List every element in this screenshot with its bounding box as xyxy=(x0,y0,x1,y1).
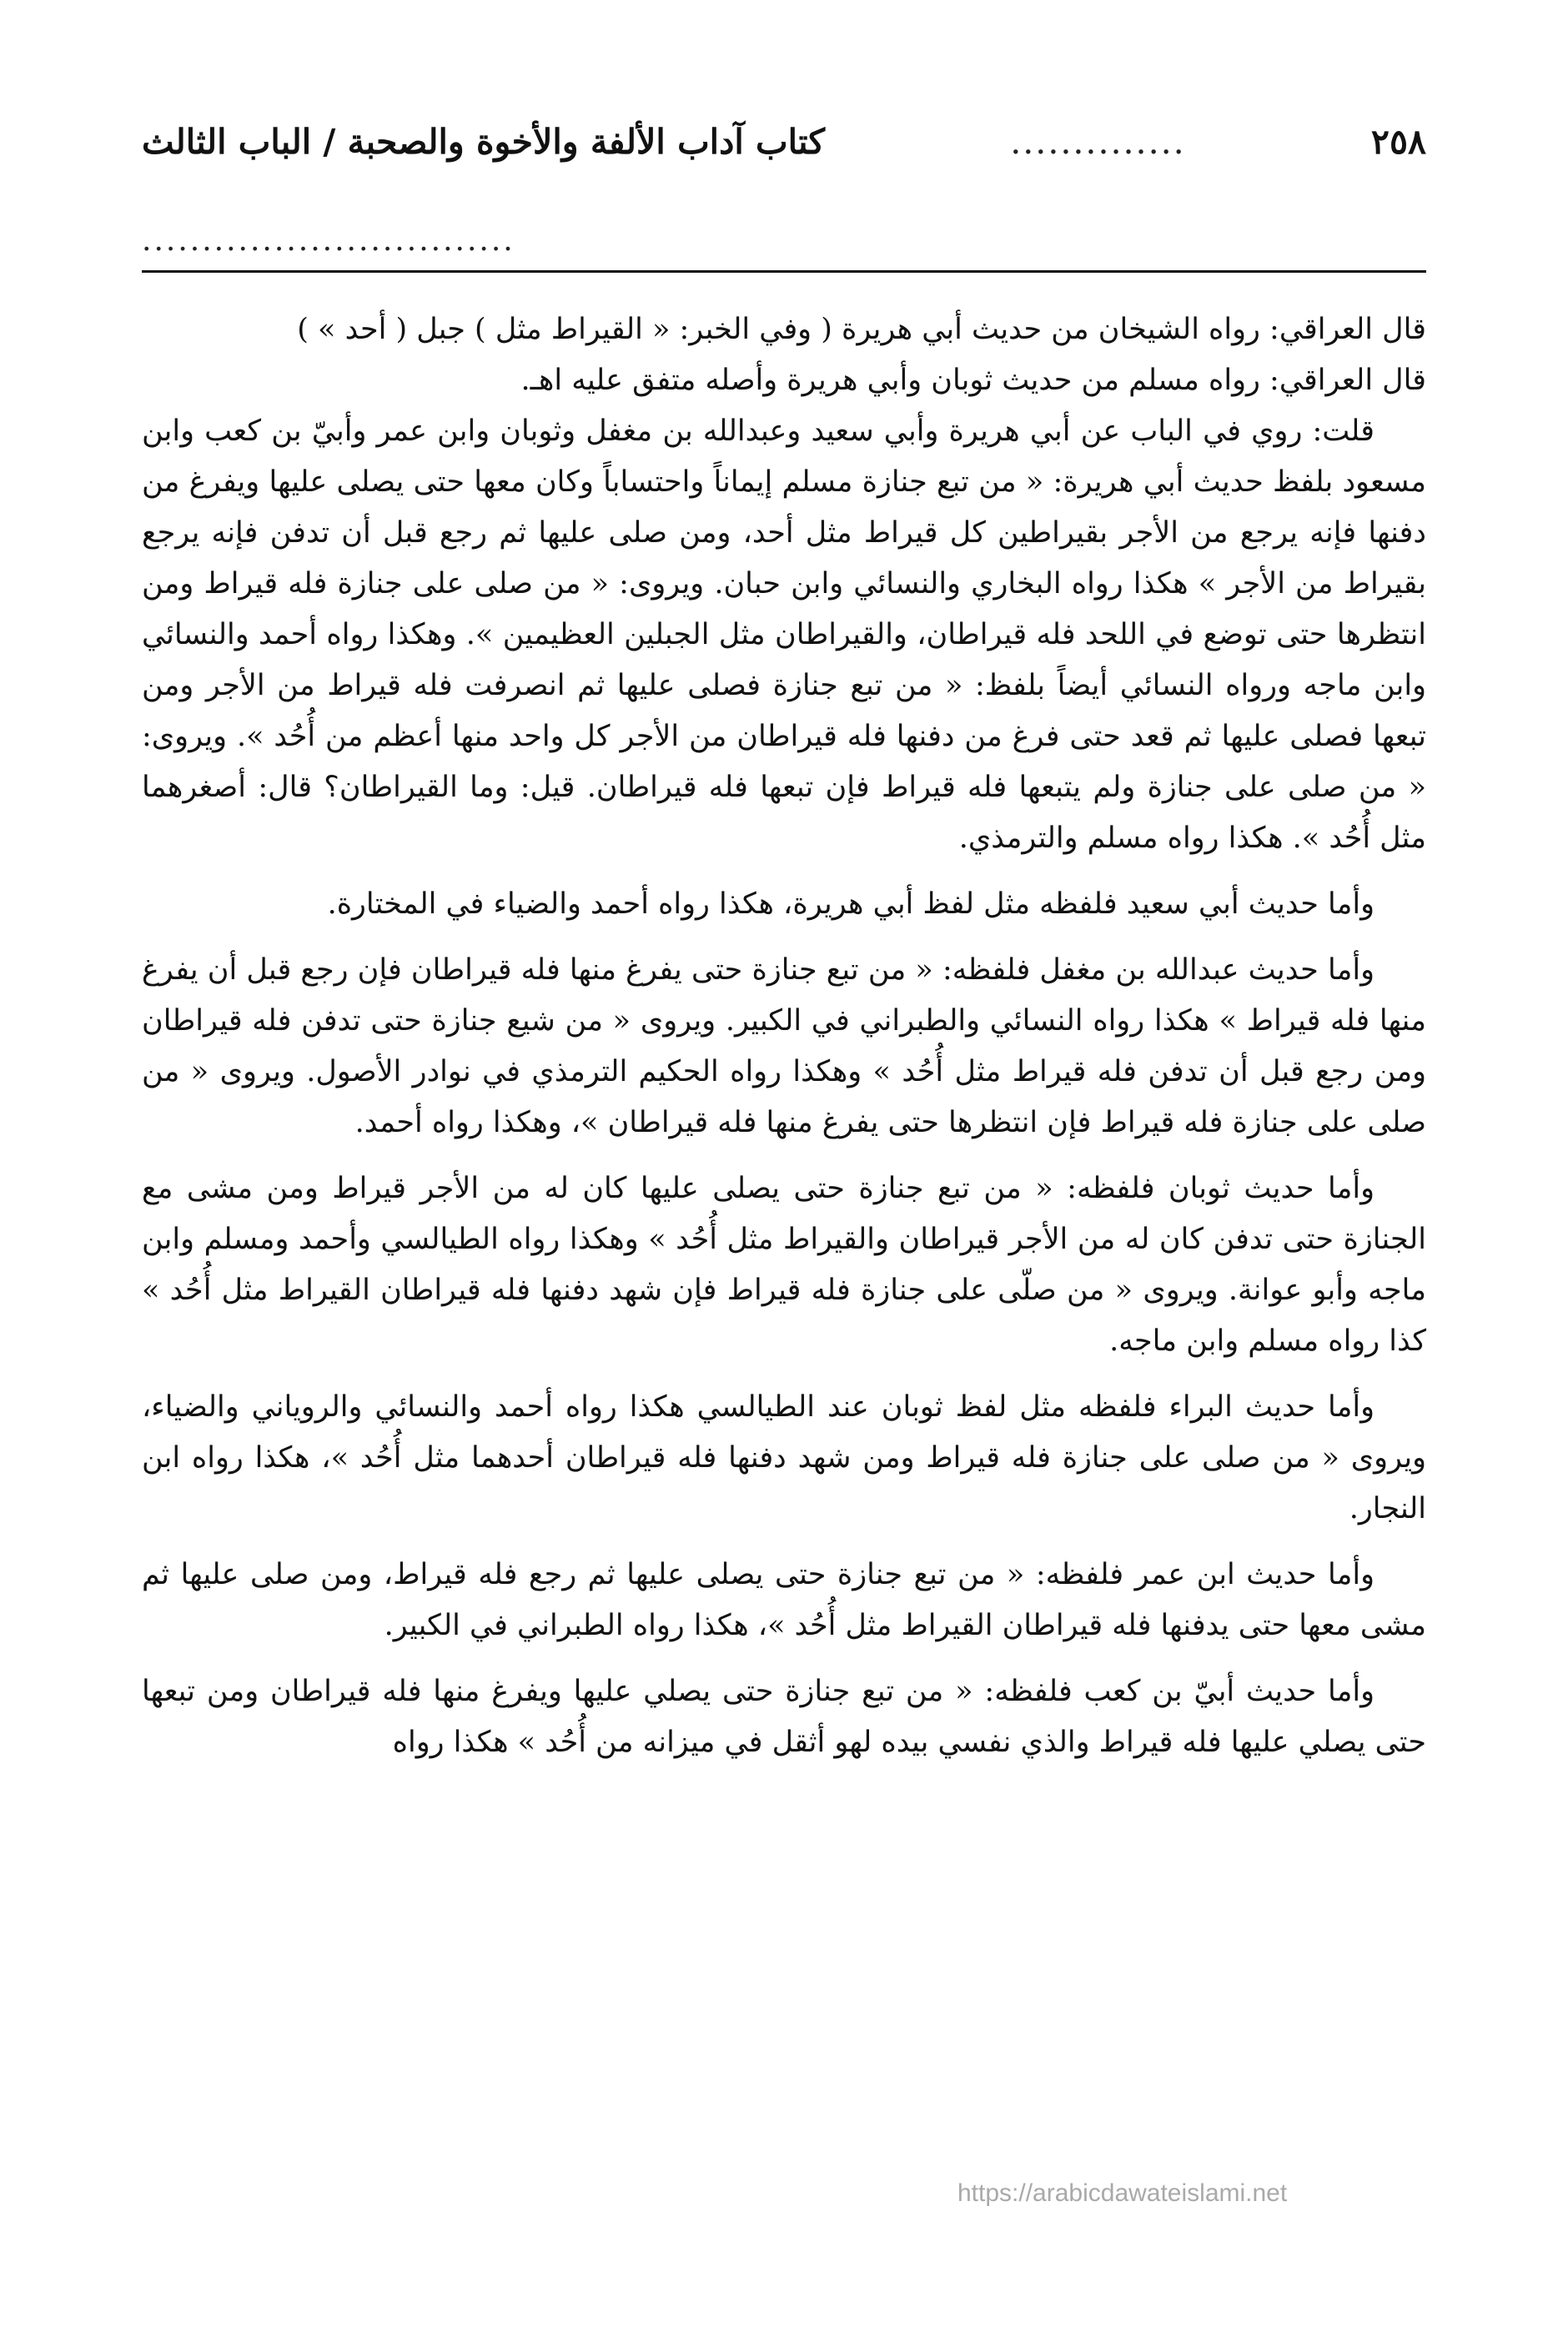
commentary-text xyxy=(142,304,1426,1768)
upper-text-dot-line: ............................... xyxy=(142,224,515,257)
paragraph: قلت: روي في الباب عن أبي هريرة وأبي سعيد وعبدالله بن مغفل وثوبان وابن عمر وأبيّ بن كعب وابن مسعود بلفظ حديث أبي هريرة: « من تبع جنازة مسلم إيماناً واحتساباً وكان معها حتى يصلى عليها ويفرغ من دفنها فإنه يرجع من الأجر بقيراطين كل قيراط مثل أحد، ومن صلى عليها ثم رجع قبل أن تدفن فإنه يرجع بقيراط من الأجر » هكذا رواه البخاري والنسائي وابن حبان. ويروى: « من صلى على جنازة فله قيراط ومن انتظرها حتى توضع في اللحد فله قيراطان، والقيراطان مثل الجبلين العظيمين ». وهكذا رواه أحمد والنسائي وابن ماجه ورواه النسائي أيضاً بلفظ: « من تبع جنازة فصلى عليها ثم انصرفت فله قيراط من الأجر ومن تبعها فصلى عليها ثم قعد حتى فرغ من دفنها فله قيراطان من الأجر كل واحد منها أعظم من أُحُد ». ويروى: « من صلى على جنازة ولم يتبعها فله قيراط فإن تبعها فله قيراطان. قيل: وما القيراطان؟ قال: أصغرهما مثل أُحُد ». هكذا رواه مسلم والترمذي. xyxy=(142,415,1426,855)
header-dot-leader: .............. xyxy=(1010,122,1186,162)
page-number: ٢٥٨ xyxy=(1370,122,1426,162)
running-head xyxy=(142,108,1426,175)
paragraph: وأما حديث أبيّ بن كعب فلفظه: « من تبع جنازة حتى يصلي عليها ويفرغ منها فله قيراطان ومن تبعها حتى يصلي عليها فله قيراط والذي نفسي بيده لهو أثقل في ميزانه من أُحُد » هكذا رواه xyxy=(142,1675,1426,1759)
paragraph: وأما حديث عبدالله بن مغفل فلفظه: « من تبع جنازة حتى يفرغ منها فله قيراطان فإن رجع قبل أن يفرغ منها فله قيراط » هكذا رواه النسائي والطبراني في الكبير. ويروى « من شيع جنازة حتى تدفن فله قيراطان ومن رجع قبل أن تدفن فله قيراط مثل أُحُد » وهكذا رواه الحكيم الترمذي في نوادر الأصول. ويروى « من صلى على جنازة فله قيراط فإن انتظرها حتى يفرغ منها فله قيراطان »، وهكذا رواه أحمد. xyxy=(142,953,1426,1139)
book-page xyxy=(142,108,1426,2227)
paragraph: وأما حديث البراء فلفظه مثل لفظ ثوبان عند الطيالسي هكذا رواه أحمد والنسائي والروياني والضياء، ويروى « من صلى على جنازة فله قيراط ومن شهد دفنها فله قيراطان أحدهما مثل أُحُد »، هكذا رواه ابن النجار. xyxy=(142,1390,1426,1525)
chapter-title: كتاب آداب الألفة والأخوة والصحبة / الباب الثالث xyxy=(142,122,825,162)
paragraph: قال العراقي: رواه الشيخان من حديث أبي هريرة ( وفي الخبر: « القيراط مثل ) جبل ( أحد » ) xyxy=(297,313,1426,346)
source-watermark: https://arabicdawateislami.net xyxy=(957,2179,1288,2207)
paragraph: قال العراقي: رواه مسلم من حديث ثوبان وأبي هريرة وأصله متفق عليه اهـ. xyxy=(520,364,1426,397)
paragraph: وأما حديث أبي سعيد فلفظه مثل لفظ أبي هريرة، هكذا رواه أحمد والضياء في المختارة. xyxy=(327,887,1375,921)
paragraph: وأما حديث ابن عمر فلفظه: « من تبع جنازة حتى يصلى عليها ثم رجع فله قيراط، ومن صلى عليها ثم مشى معها حتى يدفنها فله قيراطان القيراط مثل أُحُد »، هكذا رواه الطبراني في الكبير. xyxy=(142,1558,1426,1642)
horizontal-rule xyxy=(142,270,1426,273)
paragraph: وأما حديث ثوبان فلفظه: « من تبع جنازة حتى يصلى عليها كان له من الأجر قيراط ومن مشى مع الجنازة حتى تدفن كان له من الأجر قيراطان والقيراط مثل أُحُد » وهكذا رواه الطيالسي وأحمد ومسلم وابن ماجه وأبو عوانة. ويروى « من صلّى على جنازة فله قيراط فإن شهد دفنها فله قيراطان القيراط مثل أُحُد » كذا رواه مسلم وابن ماجه. xyxy=(142,1172,1426,1358)
